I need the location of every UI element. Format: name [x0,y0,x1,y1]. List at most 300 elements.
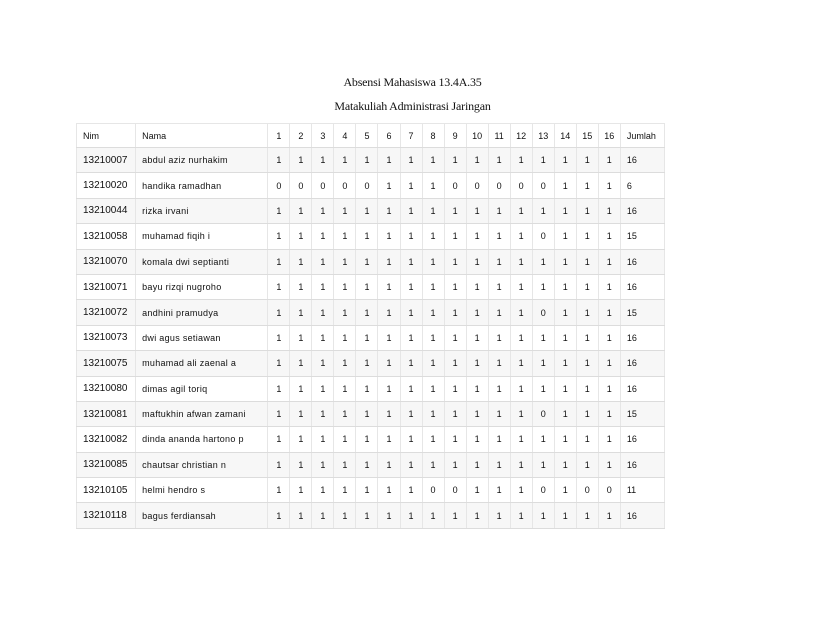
attendance-cell: 1 [554,325,576,350]
attendance-cell: 1 [598,274,620,299]
table-row [77,173,665,198]
column-header: 8 [422,124,444,148]
attendance-cell: 1 [312,427,334,452]
attendance-cell: 1 [466,300,488,325]
column-header: Jumlah [620,124,664,148]
attendance-cell: 1 [378,300,400,325]
table-row [77,478,665,503]
attendance-cell: 1 [312,376,334,401]
attendance-cell: 1 [510,198,532,223]
attendance-cell: 0 [466,173,488,198]
attendance-cell: 1 [466,249,488,274]
attendance-cell: 1 [598,224,620,249]
nim-cell: 13210075 [77,351,136,376]
attendance-cell: 1 [576,173,598,198]
attendance-cell: 1 [598,198,620,223]
attendance-cell: 1 [378,173,400,198]
attendance-cell: 1 [356,376,378,401]
table-row [77,401,665,426]
column-header: 7 [400,124,422,148]
table-row [77,274,665,299]
attendance-cell: 1 [334,401,356,426]
attendance-cell: 1 [488,503,510,528]
nama-cell: dinda ananda hartono p [136,427,268,452]
attendance-cell: 0 [532,300,554,325]
attendance-cell: 1 [378,427,400,452]
attendance-cell: 1 [378,401,400,426]
attendance-cell: 1 [466,274,488,299]
jumlah-cell: 11 [620,478,664,503]
attendance-cell: 1 [356,148,378,173]
nama-cell: chautsar christian n [136,452,268,477]
attendance-cell: 1 [488,325,510,350]
attendance-cell: 1 [488,249,510,274]
nama-cell: andhini pramudya [136,300,268,325]
attendance-cell: 1 [532,274,554,299]
column-header: Nim [77,124,136,148]
attendance-cell: 1 [268,300,290,325]
attendance-cell: 0 [510,173,532,198]
attendance-cell: 1 [554,351,576,376]
attendance-cell: 1 [576,376,598,401]
attendance-cell: 1 [466,401,488,426]
attendance-cell: 1 [554,376,576,401]
attendance-cell: 1 [290,274,312,299]
attendance-cell: 1 [334,503,356,528]
attendance-cell: 1 [444,452,466,477]
attendance-cell: 1 [268,249,290,274]
attendance-cell: 1 [290,478,312,503]
column-header: 11 [488,124,510,148]
column-header: 16 [598,124,620,148]
attendance-cell: 1 [422,173,444,198]
attendance-cell: 1 [510,274,532,299]
column-header: 13 [532,124,554,148]
table-row [77,376,665,401]
attendance-cell: 1 [510,325,532,350]
attendance-cell: 1 [598,427,620,452]
attendance-cell: 0 [598,478,620,503]
attendance-cell: 1 [378,198,400,223]
nim-cell: 13210118 [77,503,136,528]
attendance-cell: 1 [312,478,334,503]
nama-cell: abdul aziz nurhakim [136,148,268,173]
attendance-cell: 1 [334,198,356,223]
attendance-cell: 1 [312,224,334,249]
nama-cell: bagus ferdiansah [136,503,268,528]
attendance-cell: 1 [422,427,444,452]
attendance-cell: 1 [488,351,510,376]
jumlah-cell: 16 [620,376,664,401]
nama-cell: muhamad ali zaenal a [136,351,268,376]
attendance-cell: 1 [576,401,598,426]
nim-cell: 13210080 [77,376,136,401]
attendance-cell: 1 [444,503,466,528]
nim-cell: 13210044 [77,198,136,223]
attendance-cell: 1 [422,300,444,325]
attendance-cell: 1 [290,401,312,426]
table-row [77,427,665,452]
attendance-cell: 0 [356,173,378,198]
attendance-cell: 1 [466,325,488,350]
jumlah-cell: 16 [620,148,664,173]
nama-cell: bayu rizqi nugroho [136,274,268,299]
column-header: 14 [554,124,576,148]
attendance-cell: 0 [532,478,554,503]
attendance-cell: 0 [312,173,334,198]
attendance-cell: 1 [400,325,422,350]
attendance-cell: 1 [422,224,444,249]
attendance-cell: 1 [334,148,356,173]
attendance-cell: 1 [466,198,488,223]
attendance-cell: 1 [422,452,444,477]
attendance-cell: 1 [510,452,532,477]
attendance-cell: 1 [290,452,312,477]
attendance-cell: 1 [576,503,598,528]
column-header: 15 [576,124,598,148]
attendance-cell: 1 [444,274,466,299]
attendance-cell: 1 [576,198,598,223]
attendance-cell: 1 [444,325,466,350]
attendance-cell: 1 [378,325,400,350]
column-header: 10 [466,124,488,148]
column-header: 4 [334,124,356,148]
attendance-cell: 1 [290,351,312,376]
attendance-cell: 1 [444,427,466,452]
attendance-cell: 0 [444,173,466,198]
attendance-cell: 1 [466,376,488,401]
attendance-cell: 1 [312,148,334,173]
attendance-cell: 1 [312,452,334,477]
jumlah-cell: 16 [620,198,664,223]
attendance-cell: 1 [532,503,554,528]
attendance-cell: 1 [576,325,598,350]
attendance-cell: 1 [444,351,466,376]
attendance-cell: 1 [378,452,400,477]
attendance-cell: 1 [400,503,422,528]
attendance-cell: 1 [488,198,510,223]
jumlah-cell: 15 [620,300,664,325]
attendance-cell: 1 [510,401,532,426]
attendance-cell: 1 [400,452,422,477]
nim-cell: 13210072 [77,300,136,325]
attendance-cell: 1 [356,249,378,274]
attendance-cell: 1 [576,224,598,249]
nama-cell: dwi agus setiawan [136,325,268,350]
attendance-cell: 1 [400,376,422,401]
attendance-cell: 1 [576,452,598,477]
attendance-cell: 1 [532,427,554,452]
attendance-table [76,123,665,529]
attendance-cell: 1 [356,198,378,223]
attendance-cell: 1 [400,427,422,452]
attendance-cell: 0 [532,224,554,249]
attendance-cell: 1 [334,249,356,274]
attendance-cell: 1 [334,325,356,350]
attendance-cell: 1 [554,401,576,426]
attendance-cell: 1 [334,427,356,452]
attendance-cell: 1 [422,351,444,376]
attendance-cell: 1 [488,452,510,477]
attendance-cell: 1 [488,376,510,401]
attendance-cell: 1 [576,427,598,452]
attendance-cell: 1 [312,274,334,299]
attendance-cell: 1 [400,274,422,299]
attendance-cell: 0 [422,478,444,503]
attendance-cell: 1 [400,173,422,198]
attendance-cell: 1 [598,148,620,173]
nama-cell: dimas agil toriq [136,376,268,401]
attendance-cell: 1 [290,376,312,401]
attendance-cell: 1 [422,325,444,350]
attendance-cell: 1 [312,300,334,325]
attendance-cell: 0 [444,478,466,503]
jumlah-cell: 16 [620,427,664,452]
attendance-cell: 1 [598,249,620,274]
nama-cell: handika ramadhan [136,173,268,198]
table-row [77,300,665,325]
attendance-cell: 1 [510,503,532,528]
attendance-cell: 1 [378,351,400,376]
nim-cell: 13210007 [77,148,136,173]
attendance-cell: 1 [422,376,444,401]
nim-cell: 13210058 [77,224,136,249]
attendance-cell: 1 [312,198,334,223]
column-header: 6 [378,124,400,148]
attendance-cell: 1 [356,300,378,325]
attendance-cell: 1 [598,376,620,401]
attendance-cell: 1 [444,300,466,325]
column-header: 2 [290,124,312,148]
attendance-cell: 1 [488,427,510,452]
jumlah-cell: 16 [620,351,664,376]
attendance-cell: 1 [400,478,422,503]
document-title: Absensi Mahasiswa 13.4A.35 [343,75,482,89]
attendance-cell: 1 [576,300,598,325]
attendance-cell: 1 [312,325,334,350]
attendance-cell: 1 [598,325,620,350]
nama-cell: helmi hendro s [136,478,268,503]
attendance-cell: 1 [334,274,356,299]
attendance-cell: 1 [598,300,620,325]
nama-cell: muhamad fiqih i [136,224,268,249]
attendance-cell: 1 [400,198,422,223]
attendance-cell: 1 [554,300,576,325]
nim-cell: 13210105 [77,478,136,503]
attendance-cell: 1 [422,198,444,223]
attendance-cell: 1 [532,325,554,350]
attendance-cell: 1 [312,503,334,528]
attendance-cell: 1 [466,224,488,249]
table-header-row [77,124,665,148]
attendance-cell: 1 [290,148,312,173]
attendance-cell: 1 [268,427,290,452]
attendance-cell: 1 [444,198,466,223]
attendance-cell: 1 [488,274,510,299]
attendance-cell: 1 [268,325,290,350]
attendance-cell: 1 [268,452,290,477]
attendance-cell: 1 [510,427,532,452]
attendance-cell: 1 [400,300,422,325]
attendance-cell: 1 [510,249,532,274]
attendance-cell: 1 [268,478,290,503]
jumlah-cell: 16 [620,249,664,274]
attendance-cell: 1 [422,274,444,299]
nim-cell: 13210081 [77,401,136,426]
attendance-cell: 1 [598,351,620,376]
nim-cell: 13210070 [77,249,136,274]
attendance-cell: 1 [378,224,400,249]
attendance-cell: 1 [356,274,378,299]
attendance-cell: 1 [268,401,290,426]
attendance-cell: 1 [598,452,620,477]
attendance-cell: 1 [268,148,290,173]
attendance-cell: 1 [290,427,312,452]
attendance-cell: 1 [554,427,576,452]
attendance-cell: 1 [268,198,290,223]
attendance-cell: 1 [554,198,576,223]
attendance-cell: 1 [422,148,444,173]
attendance-cell: 1 [554,452,576,477]
column-header: 3 [312,124,334,148]
attendance-cell: 1 [290,300,312,325]
attendance-cell: 1 [334,224,356,249]
nim-cell: 13210071 [77,274,136,299]
table-row [77,224,665,249]
column-header: 5 [356,124,378,148]
attendance-cell: 1 [334,300,356,325]
jumlah-cell: 6 [620,173,664,198]
attendance-cell: 1 [400,401,422,426]
attendance-cell: 1 [576,148,598,173]
attendance-cell: 1 [268,224,290,249]
attendance-cell: 1 [268,274,290,299]
attendance-cell: 1 [510,300,532,325]
attendance-cell: 1 [356,325,378,350]
column-header: 12 [510,124,532,148]
attendance-cell: 1 [356,401,378,426]
attendance-cell: 1 [466,427,488,452]
attendance-cell: 1 [510,148,532,173]
attendance-cell: 1 [334,452,356,477]
attendance-cell: 1 [532,198,554,223]
attendance-cell: 1 [312,351,334,376]
document-subtitle: Matakuliah Administrasi Jaringan [334,99,491,113]
attendance-cell: 1 [576,249,598,274]
attendance-cell: 1 [554,478,576,503]
attendance-cell: 1 [554,148,576,173]
attendance-cell: 1 [554,249,576,274]
attendance-cell: 1 [422,503,444,528]
jumlah-cell: 16 [620,274,664,299]
attendance-cell: 1 [510,224,532,249]
attendance-cell: 1 [554,173,576,198]
attendance-cell: 1 [334,351,356,376]
attendance-cell: 1 [444,401,466,426]
nim-cell: 13210073 [77,325,136,350]
attendance-cell: 1 [312,401,334,426]
attendance-cell: 1 [598,173,620,198]
attendance-cell: 1 [268,503,290,528]
attendance-cell: 0 [576,478,598,503]
attendance-cell: 1 [290,224,312,249]
column-header: Nama [136,124,268,148]
attendance-cell: 1 [598,503,620,528]
jumlah-cell: 16 [620,452,664,477]
attendance-cell: 1 [356,503,378,528]
jumlah-cell: 16 [620,503,664,528]
attendance-cell: 1 [444,224,466,249]
attendance-cell: 1 [356,427,378,452]
attendance-cell: 1 [422,401,444,426]
attendance-cell: 1 [466,452,488,477]
attendance-cell: 1 [356,351,378,376]
attendance-cell: 1 [290,503,312,528]
attendance-cell: 1 [444,249,466,274]
attendance-cell: 1 [532,351,554,376]
attendance-cell: 0 [268,173,290,198]
attendance-cell: 1 [400,148,422,173]
attendance-cell: 1 [466,503,488,528]
attendance-cell: 1 [510,376,532,401]
attendance-cell: 1 [466,351,488,376]
attendance-cell: 1 [356,224,378,249]
nim-cell: 13210082 [77,427,136,452]
jumlah-cell: 15 [620,401,664,426]
nama-cell: maftukhin afwan zamani [136,401,268,426]
attendance-cell: 1 [400,224,422,249]
nama-cell: rizka irvani [136,198,268,223]
jumlah-cell: 15 [620,224,664,249]
attendance-cell: 1 [466,148,488,173]
table-row [77,325,665,350]
jumlah-cell: 16 [620,325,664,350]
table-row [77,249,665,274]
attendance-cell: 1 [488,478,510,503]
attendance-cell: 1 [378,503,400,528]
attendance-cell: 1 [334,376,356,401]
attendance-cell: 1 [576,274,598,299]
attendance-cell: 1 [488,300,510,325]
attendance-cell: 1 [532,249,554,274]
attendance-cell: 1 [532,452,554,477]
attendance-cell: 1 [576,351,598,376]
attendance-cell: 0 [488,173,510,198]
attendance-cell: 1 [268,351,290,376]
attendance-cell: 1 [554,224,576,249]
attendance-cell: 1 [356,452,378,477]
attendance-cell: 1 [378,376,400,401]
column-header: 9 [444,124,466,148]
attendance-cell: 1 [488,401,510,426]
attendance-cell: 1 [554,503,576,528]
attendance-cell: 1 [290,249,312,274]
attendance-cell: 1 [378,274,400,299]
table-row [77,503,665,528]
table-row [77,351,665,376]
attendance-cell: 1 [422,249,444,274]
attendance-cell: 1 [312,249,334,274]
attendance-cell: 1 [334,478,356,503]
attendance-cell: 1 [488,148,510,173]
attendance-cell: 1 [378,249,400,274]
nim-cell: 13210085 [77,452,136,477]
attendance-cell: 1 [510,478,532,503]
attendance-cell: 1 [268,376,290,401]
nama-cell: komala dwi septianti [136,249,268,274]
attendance-cell: 1 [510,351,532,376]
attendance-cell: 1 [444,148,466,173]
